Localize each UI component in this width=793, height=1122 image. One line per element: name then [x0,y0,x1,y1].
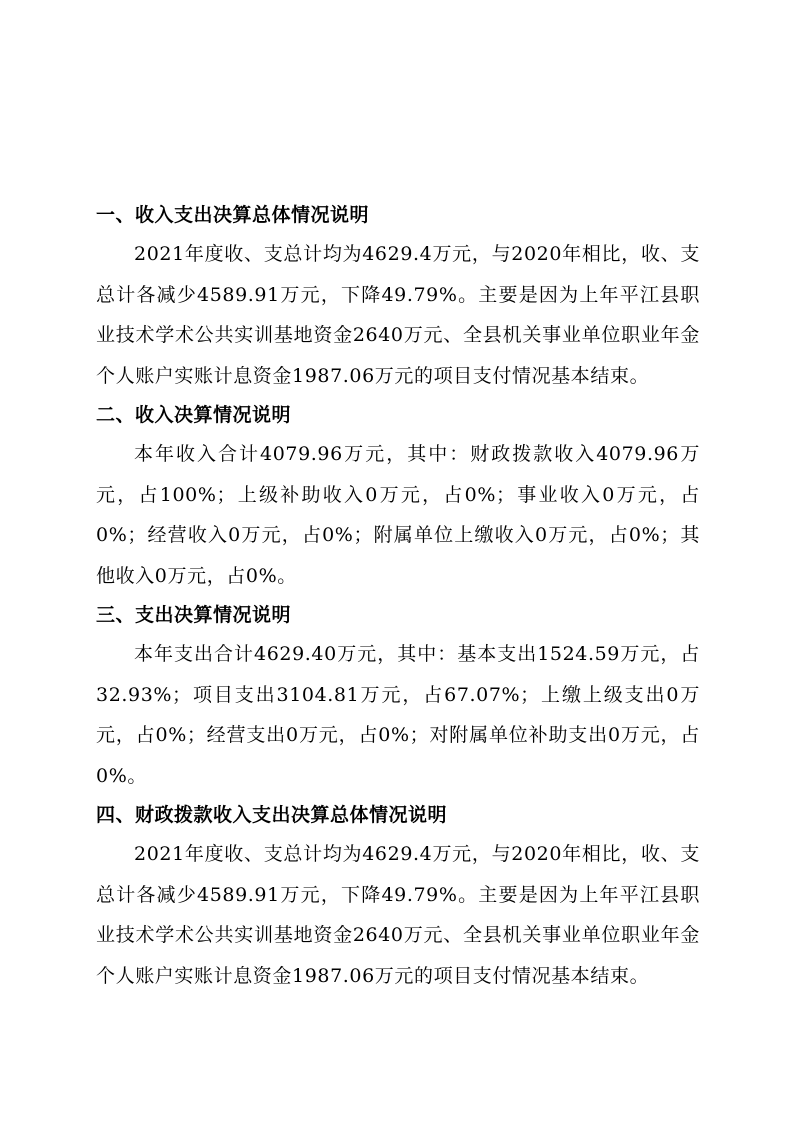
document-page [96,196,700,996]
section-income-expenditure-overview [96,196,700,396]
section-paragraph: 本年支出合计4629.40万元，其中：基本支出1524.59万元，占32.93%；项目支出3104.81万元，占67.07%；上缴上级支出0万元，占0%；经营支出0万元，占0%；对附属单位补助支出0万元，占0%。 [96,643,700,787]
section-heading: 四、财政拨款收入支出决算总体情况说明 [96,804,448,826]
section-paragraph: 本年收入合计4079.96万元，其中：财政拨款收入4079.96万元，占100%；上级补助收入0万元，占0%；事业收入0万元，占0%；经营收入0万元，占0%；附属单位上缴收入0万元，占0%；其他收入0万元，占0%。 [96,443,700,587]
section-heading: 一、收入支出决算总体情况说明 [96,204,370,226]
section-fiscal-appropriation-overview [96,796,700,996]
section-income [96,396,700,596]
section-heading: 二、收入决算情况说明 [96,404,292,426]
section-paragraph: 2021年度收、支总计均为4629.4万元，与2020年相比，收、支总计各减少4589.91万元，下降49.79%。主要是因为上年平江县职业技术学术公共实训基地资金2640万元、全县机关事业单位职业年金个人账户实账计息资金1987.06万元的项目支付情况基本结束。 [96,243,700,387]
section-expenditure [96,596,700,796]
section-paragraph: 2021年度收、支总计均为4629.4万元，与2020年相比，收、支总计各减少4589.91万元，下降49.79%。主要是因为上年平江县职业技术学术公共实训基地资金2640万元、全县机关事业单位职业年金个人账户实账计息资金1987.06万元的项目支付情况基本结束。 [96,843,700,987]
section-heading: 三、支出决算情况说明 [96,604,292,626]
